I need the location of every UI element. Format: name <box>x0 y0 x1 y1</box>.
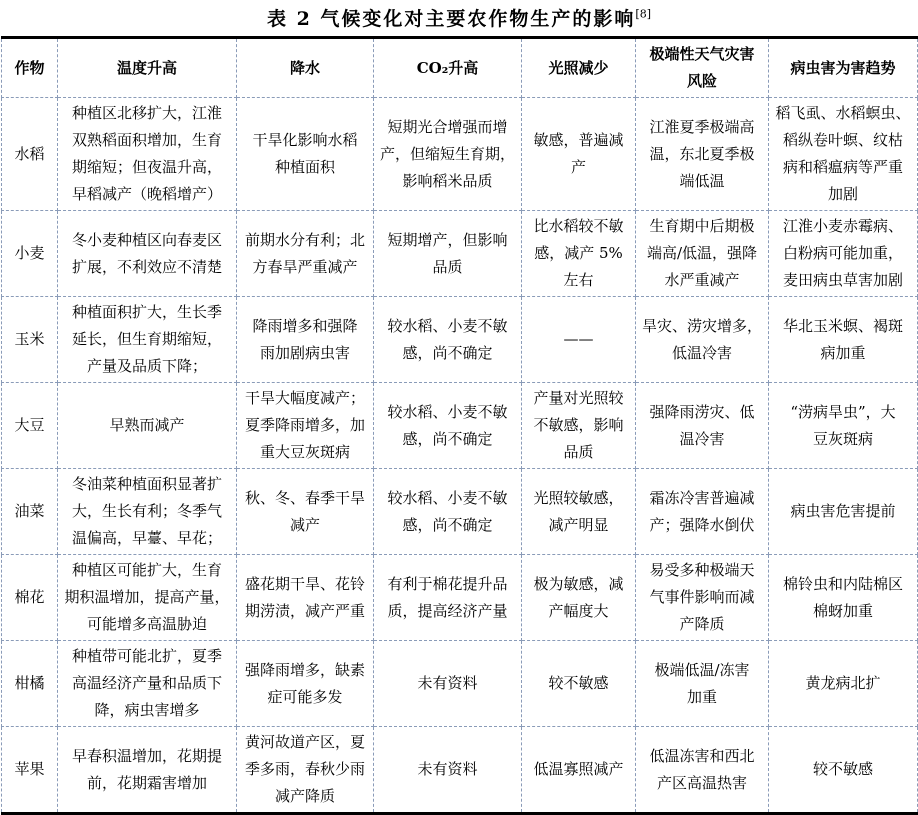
header-temperature-rise: 温度升高 <box>58 38 237 98</box>
cell-light-reduction: 光照较敏感， 减产明显 <box>522 469 636 555</box>
cell-extreme-weather-risk: 低温冻害和西北 产区高温热害 <box>636 727 769 814</box>
cell-pest-trend: 较不敏感 <box>769 727 918 814</box>
cell-precipitation: 强降雨增多，缺素 症可能多发 <box>237 641 374 727</box>
cell-precipitation: 前期水分有利；北 方春旱严重减产 <box>237 211 374 297</box>
cell-light-reduction: 低温寡照减产 <box>522 727 636 814</box>
cell-crop: 玉米 <box>2 297 58 383</box>
cell-light-reduction: 较不敏感 <box>522 641 636 727</box>
cell-precipitation: 秋、冬、春季干旱 减产 <box>237 469 374 555</box>
cell-precipitation: 盛花期干旱、花铃 期涝渍，减产严重 <box>237 555 374 641</box>
cell-light-reduction: —— <box>522 297 636 383</box>
table-row <box>2 641 918 727</box>
cell-crop: 棉花 <box>2 555 58 641</box>
cell-extreme-weather-risk: 极端低温/冻害 加重 <box>636 641 769 727</box>
cell-temperature-rise: 种植带可能北扩，夏季 高温经济产量和品质下 降，病虫害增多 <box>58 641 237 727</box>
cell-co2-rise: 较水稻、小麦不敏 感，尚不确定 <box>374 297 522 383</box>
cell-extreme-weather-risk: 霜冻冷害普遍减 产；强降水倒伏 <box>636 469 769 555</box>
table-row <box>2 469 918 555</box>
cell-pest-trend: 华北玉米螟、褐斑 病加重 <box>769 297 918 383</box>
cell-crop: 油菜 <box>2 469 58 555</box>
cell-temperature-rise: 种植区北移扩大，江淮 双熟稻面积增加，生育 期缩短；但夜温升高， 早稻减产（晚稻增产） <box>58 98 237 211</box>
table-row <box>2 555 918 641</box>
header-light-reduction: 光照减少 <box>522 38 636 98</box>
table-row <box>2 383 918 469</box>
table-title: 表 2 气候变化对主要农作物生产的影响 <box>266 8 636 30</box>
cell-temperature-rise: 种植区可能扩大，生育 期积温增加，提高产量， 可能增多高温胁迫 <box>58 555 237 641</box>
cell-pest-trend: 黄龙病北扩 <box>769 641 918 727</box>
cell-extreme-weather-risk: 易受多种极端天 气事件影响而减 产降质 <box>636 555 769 641</box>
cell-pest-trend: 病虫害危害提前 <box>769 469 918 555</box>
cell-precipitation: 降雨增多和强降 雨加剧病虫害 <box>237 297 374 383</box>
cell-co2-rise: 有利于棉花提升品 质，提高经济产量 <box>374 555 522 641</box>
cell-precipitation: 干旱大幅度减产； 夏季降雨增多，加 重大豆灰斑病 <box>237 383 374 469</box>
cell-light-reduction: 比水稻较不敏 感，减产 5% 左右 <box>522 211 636 297</box>
cell-extreme-weather-risk: 生育期中后期极 端高/低温，强降 水严重减产 <box>636 211 769 297</box>
cell-precipitation: 干旱化影响水稻 种植面积 <box>237 98 374 211</box>
cell-co2-rise: 较水稻、小麦不敏 感，尚不确定 <box>374 469 522 555</box>
cell-temperature-rise: 冬油菜种植面积显著扩 大，生长有利；冬季气 温偏高，早薹、早花； <box>58 469 237 555</box>
cell-pest-trend: 江淮小麦赤霉病、 白粉病可能加重， 麦田病虫草害加剧 <box>769 211 918 297</box>
cell-light-reduction: 敏感，普遍减 产 <box>522 98 636 211</box>
cell-light-reduction: 产量对光照较 不敏感，影响 品质 <box>522 383 636 469</box>
table-caption <box>0 4 918 31</box>
cell-co2-rise: 未有资料 <box>374 727 522 814</box>
cell-precipitation: 黄河故道产区，夏 季多雨，春秋少雨 减产降质 <box>237 727 374 814</box>
cell-co2-rise: 短期光合增强而增 产，但缩短生育期， 影响稻米品质 <box>374 98 522 211</box>
header-crop: 作物 <box>2 38 58 98</box>
cell-extreme-weather-risk: 江淮夏季极端高 温，东北夏季极 端低温 <box>636 98 769 211</box>
crop-climate-impact-table <box>1 36 918 815</box>
table-row <box>2 297 918 383</box>
header-precipitation: 降水 <box>237 38 374 98</box>
cell-light-reduction: 极为敏感，减 产幅度大 <box>522 555 636 641</box>
cell-temperature-rise: 早春积温增加，花期提 前，花期霜害增加 <box>58 727 237 814</box>
cell-pest-trend: 棉铃虫和内陆棉区 棉蚜加重 <box>769 555 918 641</box>
cell-crop: 水稻 <box>2 98 58 211</box>
cell-crop: 大豆 <box>2 383 58 469</box>
table-row <box>2 98 918 211</box>
cell-crop: 柑橘 <box>2 641 58 727</box>
table-body <box>2 98 918 814</box>
header-co2-rise: CO₂升高 <box>374 38 522 98</box>
reference-marker: [8] <box>635 7 652 21</box>
cell-extreme-weather-risk: 强降雨涝灾、低 温冷害 <box>636 383 769 469</box>
header-row <box>2 38 918 98</box>
cell-temperature-rise: 种植面积扩大，生长季 延长，但生育期缩短， 产量及品质下降； <box>58 297 237 383</box>
cell-crop: 苹果 <box>2 727 58 814</box>
cell-extreme-weather-risk: 旱灾、涝灾增多， 低温冷害 <box>636 297 769 383</box>
cell-co2-rise: 较水稻、小麦不敏 感，尚不确定 <box>374 383 522 469</box>
table-row <box>2 727 918 814</box>
table-row <box>2 211 918 297</box>
header-pest-trend: 病虫害为害趋势 <box>769 38 918 98</box>
cell-pest-trend: “涝病旱虫”，大 豆灰斑病 <box>769 383 918 469</box>
cell-co2-rise: 短期增产，但影响 品质 <box>374 211 522 297</box>
cell-crop: 小麦 <box>2 211 58 297</box>
cell-temperature-rise: 冬小麦种植区向春麦区 扩展，不利效应不清楚 <box>58 211 237 297</box>
header-extreme-weather-risk: 极端性天气灾害 风险 <box>636 38 769 98</box>
cell-temperature-rise: 早熟而减产 <box>58 383 237 469</box>
cell-co2-rise: 未有资料 <box>374 641 522 727</box>
cell-pest-trend: 稻飞虱、水稻螟虫、 稻纵卷叶螟、纹枯 病和稻瘟病等严重 加剧 <box>769 98 918 211</box>
